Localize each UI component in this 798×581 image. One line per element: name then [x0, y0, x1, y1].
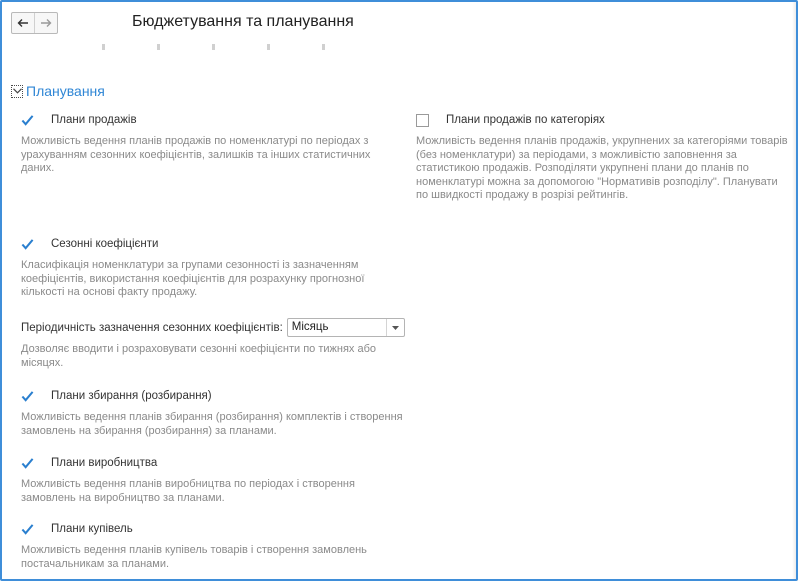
purchase-plans-description: Можливість ведення планів купівель товарів і створення замовлень постачальникам за планами. [21, 544, 367, 570]
category-sales-plans-checkbox-row[interactable] [416, 113, 791, 127]
assembly-plans-checkbox-row[interactable] [21, 389, 406, 403]
seasonal-coefficients-label: Сезонні коефіцієнти [51, 238, 159, 250]
production-plans-description: Можливість ведення планів виробництва по періодах і створення замовлень на виробництво за планами. [21, 478, 355, 504]
periodicity-select[interactable] [287, 318, 405, 337]
purchase-plans-label: Плани купівель [51, 523, 133, 535]
checkbox-unchecked[interactable] [416, 114, 429, 127]
checkbox-checked[interactable] [21, 390, 34, 403]
periodicity-value[interactable]: Місяць [291, 321, 329, 333]
checkbox-checked[interactable] [21, 457, 34, 470]
navigation-buttons [11, 12, 58, 34]
periodicity-description: Дозволяє вводити і розраховувати сезонні коефіцієнти по тижнях або місяцях. [21, 343, 377, 369]
sales-plans-checkbox-row[interactable] [21, 113, 406, 127]
section-planning-header[interactable] [11, 82, 105, 100]
production-plans-label: Плани виробництва [51, 457, 158, 469]
clipped-text-fragment [102, 44, 332, 50]
chevron-down-icon[interactable] [11, 85, 23, 98]
page-title: Бюджетування та планування [132, 13, 354, 30]
purchase-plans-checkbox-row[interactable] [21, 522, 406, 536]
seasonal-coefficients-checkbox-row[interactable] [21, 237, 406, 251]
arrow-right-icon [40, 18, 52, 28]
sales-plans-description: Можливість ведення планів продажів по номенклатурі по періодах з урахуванням сезонних коефіцієнтів, залишків та інших статистичних даних. [21, 135, 371, 174]
option-production-plans [21, 456, 406, 505]
periodicity-field [21, 318, 405, 337]
dropdown-arrow-icon[interactable] [386, 319, 404, 336]
back-button[interactable] [12, 13, 34, 33]
category-sales-plans-description: Можливість ведення планів продажів, укрупнених за категоріями товарів (без номенклатури) за періодами, з можливістю заповнення за статистикою продажів. Розподіляти укрупнені плани до планів по номенклатурі можна за допомогою "Нормативів розподілу". Планувати по швидкості продажу в розрізі рейтингів. [416, 135, 788, 201]
option-purchase-plans [21, 522, 406, 571]
production-plans-checkbox-row[interactable] [21, 456, 406, 470]
checkbox-checked[interactable] [21, 238, 34, 251]
option-category-sales-plans [416, 113, 791, 203]
periodicity-description-block [21, 343, 406, 370]
option-sales-plans [21, 113, 406, 176]
assembly-plans-description: Можливість ведення планів збирання (розбирання) комплектів і створення замовлень на збирання (розбирання) за планами. [21, 411, 403, 437]
section-title: Планування [26, 83, 105, 99]
forward-button[interactable] [34, 13, 57, 33]
periodicity-label: Періодичність зазначення сезонних коефіцієнтів: [21, 321, 283, 334]
checkbox-checked[interactable] [21, 523, 34, 536]
option-assembly-plans [21, 389, 406, 438]
category-sales-plans-label: Плани продажів по категоріях [446, 114, 605, 126]
arrow-left-icon [17, 18, 29, 28]
assembly-plans-label: Плани збирання (розбирання) [51, 390, 212, 402]
option-seasonal-coefficients [21, 237, 406, 300]
checkbox-checked[interactable] [21, 114, 34, 127]
sales-plans-label: Плани продажів [51, 114, 137, 126]
seasonal-coefficients-description: Класифікація номенклатури за групами сезонності із зазначенням коефіцієнтів, використання коефіцієнтів для розрахунку прогнозної кількості на основі факту продажу. [21, 259, 365, 298]
